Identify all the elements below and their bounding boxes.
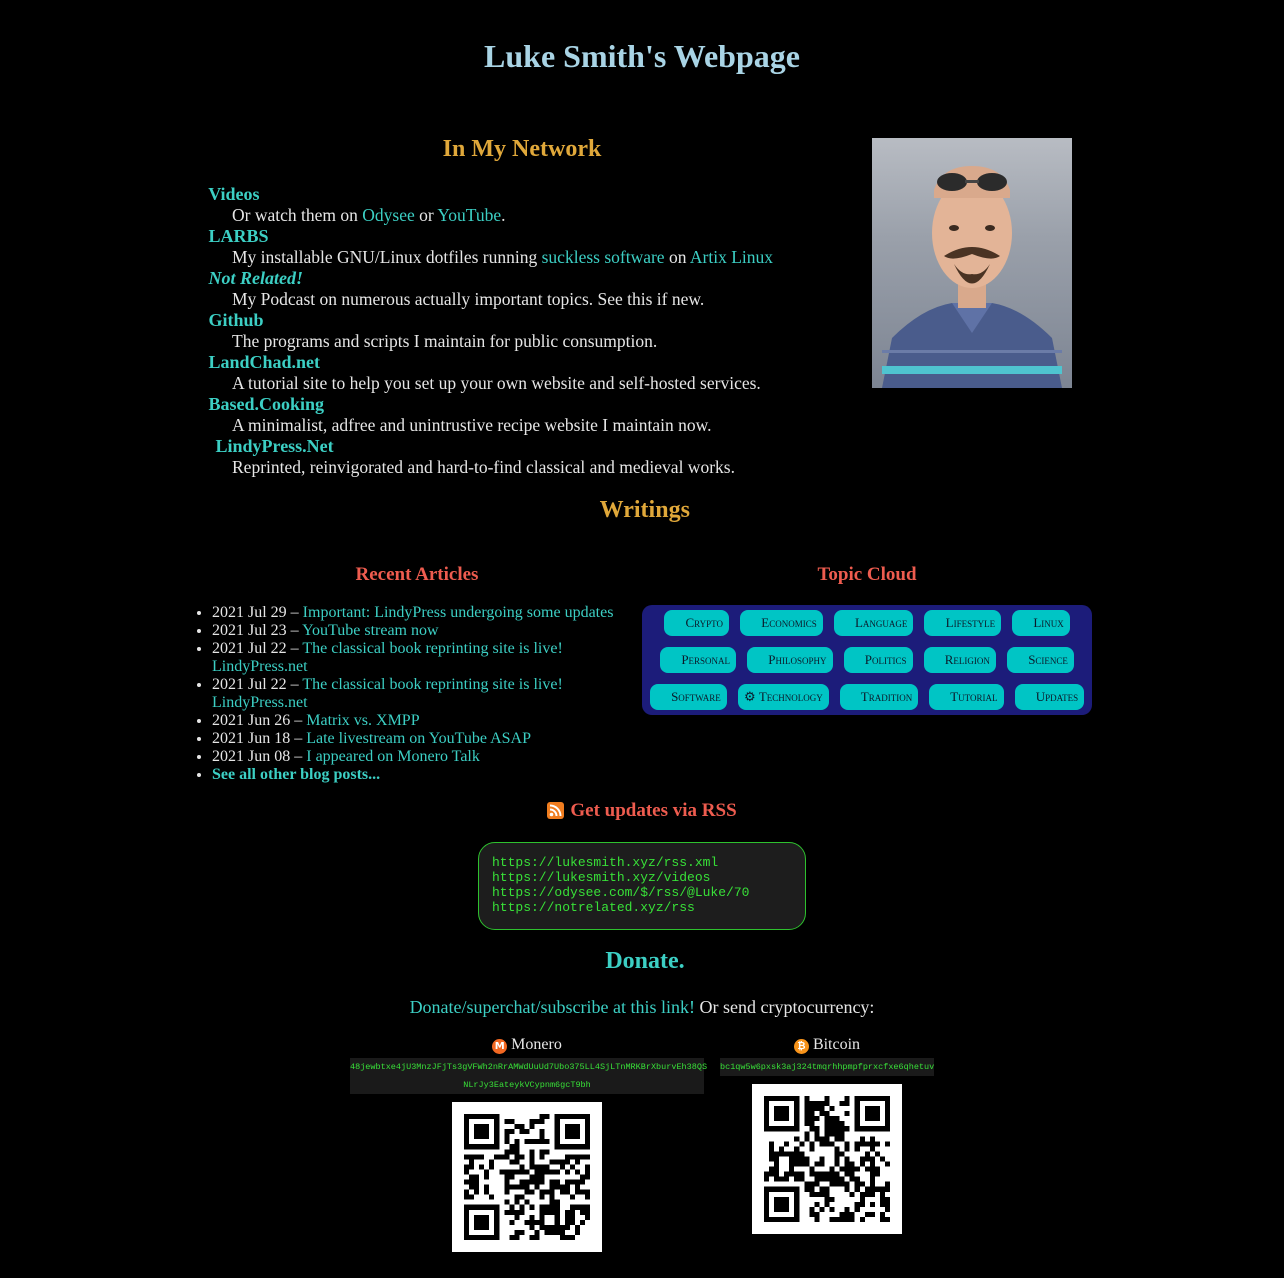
monero-qr-code [452, 1102, 602, 1252]
network-list [192, 184, 832, 478]
bitcoin-address[interactable] [720, 1058, 934, 1076]
lindypress-link[interactable]: LindyPress.Net [215, 436, 334, 456]
artix-link[interactable]: Artix Linux [689, 247, 773, 267]
tag-tradition[interactable] [840, 684, 918, 710]
see-all-posts-link[interactable]: See all other blog posts... [212, 766, 381, 783]
rss-feed-url[interactable]: https://odysee.com/$/rss/@Luke/70 [492, 885, 750, 900]
rss-feed-url[interactable]: https://lukesmith.xyz/videos [492, 870, 711, 885]
portrait-illustration [872, 138, 1072, 388]
larbs-link[interactable]: LARBS [208, 226, 269, 246]
monero-address-line: NLrJy3EateykVCypnm6gcT9bh [463, 1080, 591, 1090]
article-link[interactable]: The classical book reprinting site is live! LindyPress.net [212, 676, 563, 711]
donate-heading-text: Donate. [605, 948, 685, 974]
videos-desc-or: or [414, 205, 438, 225]
monero-qr-graphic [464, 1114, 590, 1240]
tag-label: Crypto [685, 615, 723, 630]
not-related-link[interactable]: Not Related! [208, 268, 303, 288]
article-link[interactable]: YouTube stream now [302, 622, 439, 639]
list-item: • 2021 Jul 22 – The classical book reprinting site is live! LindyPress.net [212, 640, 622, 676]
tag-religion[interactable] [924, 647, 996, 673]
monero-icon: M [492, 1039, 507, 1054]
list-item: • 2021 Jun 08 – I appeared on Monero Talk [212, 748, 622, 766]
videos-desc-text: Or watch them on [232, 205, 363, 225]
videos-link[interactable]: Videos [208, 184, 260, 204]
rss-heading-text: Get updates via RSS [570, 800, 737, 821]
tag-language[interactable] [834, 610, 914, 636]
tag-label: Personal [681, 652, 731, 667]
tag-label: Lifestyle [945, 615, 996, 630]
article-link[interactable]: The classical book reprinting site is live! LindyPress.net [212, 640, 563, 675]
tag-linux[interactable] [1012, 610, 1070, 636]
tag-label: Tradition [860, 689, 913, 704]
network-heading: In My Network [442, 136, 602, 162]
article-date: 2021 Jul 29 [212, 604, 287, 621]
list-item: • 2021 Jul 22 – The classical book reprinting site is live! LindyPress.net [212, 676, 622, 712]
tag-label: Science [1028, 652, 1068, 667]
bitcoin-icon: ₿ [794, 1039, 809, 1054]
videos-desc-end: . [501, 205, 506, 225]
topic-row [648, 684, 1086, 710]
tag-tutorial[interactable] [929, 684, 1003, 710]
tag-label: Tutorial [950, 689, 998, 704]
tag-personal[interactable] [660, 647, 736, 673]
tag-economics[interactable] [740, 610, 823, 636]
suckless-link[interactable]: suckless software [541, 247, 665, 267]
tag-philosophy[interactable] [747, 647, 832, 673]
portrait-photo [872, 138, 1072, 388]
monero-label [350, 1036, 704, 1054]
network-item-larbs[interactable] [192, 226, 832, 247]
tag-label: Economics [761, 615, 817, 630]
article-date: 2021 Jun 08 [212, 748, 291, 765]
tag-label: Language [854, 615, 908, 630]
article-link[interactable]: I appeared on Monero Talk [306, 748, 480, 765]
videos-description [232, 205, 832, 226]
gear-icon: ⚙ [743, 690, 756, 705]
monero-address[interactable] [350, 1058, 708, 1094]
larbs-description [232, 247, 832, 268]
youtube-link[interactable]: YouTube [437, 205, 502, 225]
topic-cloud [642, 605, 1092, 715]
topic-row [648, 610, 1086, 636]
monero-address-line: 48jewbtxe4jU3MnzJFjTs3gVFWh2nRrAMWdUuUd7Ubo375LL4SjLTnMRKBrXburvEh38QS [350, 1062, 708, 1072]
recent-articles-heading: Recent Articles [355, 564, 479, 585]
list-item: • 2021 Jul 29 – Important: LindyPress undergoing some updates [212, 604, 622, 622]
article-link[interactable]: Late livestream on YouTube ASAP [306, 730, 531, 747]
topic-cloud-heading: Topic Cloud [817, 564, 917, 585]
tag-lifestyle[interactable] [924, 610, 1001, 636]
list-item: • 2021 Jul 23 – YouTube stream now [212, 622, 622, 640]
tag-technology[interactable] [738, 684, 829, 710]
tag-updates[interactable] [1015, 684, 1085, 710]
network-item-landchad[interactable] [192, 352, 832, 373]
network-item-github[interactable] [192, 310, 832, 331]
list-item: • 2021 Jun 26 – Matrix vs. XMPP [212, 712, 622, 730]
donate-text [0, 997, 1284, 1018]
article-link[interactable]: Important: LindyPress undergoing some updates [302, 604, 614, 621]
writings-heading [0, 497, 1284, 524]
tag-label: Religion [944, 652, 990, 667]
rss-feed-url[interactable]: https://notrelated.xyz/rss [492, 900, 695, 915]
tag-label: Politics [864, 652, 907, 667]
article-date: 2021 Jun 18 [212, 730, 291, 747]
article-link[interactable]: Matrix vs. XMPP [306, 712, 420, 729]
article-date: 2021 Jul 22 [212, 676, 287, 693]
based-cooking-link[interactable]: Based.Cooking [208, 394, 325, 414]
page-title: Luke Smith's Webpage [484, 38, 800, 74]
not-related-description: My Podcast on numerous actually important topics. See this if new. [232, 289, 705, 309]
tag-software[interactable] [650, 684, 727, 710]
network-item-not-related[interactable] [192, 268, 832, 289]
tag-label: Philosophy [768, 652, 827, 667]
topic-row [648, 647, 1086, 673]
rss-heading[interactable] [0, 800, 1284, 822]
larbs-desc-on: on [664, 247, 690, 267]
tag-label: Technology [758, 689, 823, 704]
rss-feed-url[interactable]: https://lukesmith.xyz/rss.xml [492, 855, 719, 870]
donate-heading [0, 948, 1284, 975]
bitcoin-qr-code [752, 1084, 902, 1234]
donate-link[interactable]: Donate/superchat/subscribe at this link! [409, 997, 695, 1017]
github-description: The programs and scripts I maintain for public consumption. [232, 331, 658, 351]
odysee-link[interactable]: Odysee [362, 205, 415, 225]
rss-feed-box [478, 842, 806, 930]
bitcoin-qr-graphic [764, 1096, 890, 1222]
network-item-based-cooking[interactable] [192, 394, 832, 415]
bitcoin-address-line: bc1qw5w6pxsk3aj324tmqrhhpmpfprxcfxe6qhetuv [720, 1062, 935, 1072]
network-item-videos[interactable] [192, 184, 832, 205]
writings-heading-text: Writings [599, 497, 690, 523]
list-item: • 2021 Jun 18 – Late livestream on YouTube ASAP [212, 730, 622, 748]
github-link[interactable]: Github [208, 310, 264, 330]
article-date: 2021 Jul 23 [212, 622, 287, 639]
donate-rest-text: Or send cryptocurrency: [695, 997, 875, 1017]
tag-politics[interactable] [844, 647, 913, 673]
tag-label: Updates [1035, 689, 1079, 704]
bitcoin-name: Bitcoin [812, 1036, 861, 1053]
tag-label: Software [671, 689, 721, 704]
network-item-lindypress[interactable] [192, 436, 832, 457]
lindypress-description: Reprinted, reinvigorated and hard-to-find classical and medieval works. [232, 457, 735, 477]
article-date: 2021 Jun 26 [212, 712, 291, 729]
bitcoin-label [720, 1036, 934, 1054]
list-item [212, 766, 622, 784]
based-cooking-description: A minimalist, adfree and unintrustive recipe website I maintain now. [232, 415, 712, 435]
landchad-description: A tutorial site to help you set up your own website and self-hosted services. [232, 373, 761, 393]
landchad-link[interactable]: LandChad.net [208, 352, 321, 372]
tag-label: Linux [1033, 615, 1064, 630]
article-date: 2021 Jul 22 [212, 640, 287, 657]
tag-science[interactable] [1007, 647, 1074, 673]
tag-crypto[interactable] [664, 610, 729, 636]
rss-icon [547, 802, 564, 819]
larbs-desc-text: My installable GNU/Linux dotfiles running [232, 247, 542, 267]
monero-name: Monero [511, 1036, 562, 1053]
rss-glyph [547, 802, 564, 819]
recent-articles-list [192, 604, 622, 784]
